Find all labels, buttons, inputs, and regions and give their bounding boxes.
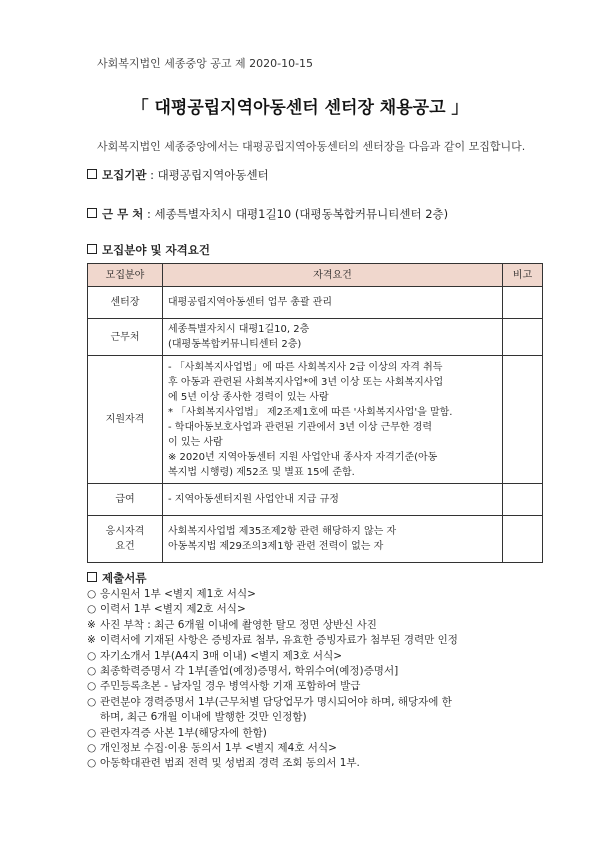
recruit-org-label: 모집기관 [102,168,147,182]
requirement-line: - 「사회복지사업법」에 따른 사회복지사 2급 이상의 자격 취득 [168,361,443,373]
requirement-line: 이 있는 사람 [168,436,223,448]
list-item [87,741,542,756]
document-line: 관련자격증 사본 1부(해당자에 한함) [100,726,267,739]
requirement-cell [163,319,503,356]
requirement-line: (대평동복합커뮤니티센터 2층) [168,339,302,350]
table-header-row [88,264,543,287]
document-line: 자기소개서 1부(A4지 3매 이내) <별지 제3호 서식> [100,649,343,662]
requirement-line: * 「사회복지사업법」 제2조제1호에 따른 '사회복지사업'을 말함. [168,406,453,418]
list-item [87,633,542,648]
list-item [87,618,542,633]
list-item [87,695,542,726]
document-line: 관련분야 경력증명서 1부(근무처별 담당업무가 명시되어야 하며, 해당자에 한 [100,695,452,708]
circle-bullet-icon: ○ [87,665,97,678]
requirement-cell [163,484,503,516]
requirement-line: 세종특별자치시 대평1길10, 2층 [168,324,310,335]
list-item [87,602,542,617]
note-mark-icon: ※ [87,634,96,647]
page-title: 「 대평공립지역아동센터 센터장 채용공고 」 [131,98,469,118]
document-text [100,664,542,679]
requirement-line: 대평공립지역아동센터 업무 총괄 관리 [168,297,333,308]
checkbox-square-icon [87,169,97,179]
requirement-line: 후 아동과 관련된 사회복지사업*에 3년 이상 또는 사회복지사업 [168,376,444,388]
list-item [87,649,542,664]
document-text [100,649,542,664]
document-text [100,633,542,648]
header-cell: 비고 [503,264,543,287]
requirement-line: - 학대아동보호사업과 관련된 기관에서 3년 이상 근무한 경력 [168,421,433,433]
document-line: 아동학대관련 범죄 전력 및 성범죄 경력 조회 동의서 1부. [100,757,360,770]
category-text: 응시자격 [105,526,145,537]
document-text [100,695,542,726]
requirement-line: 복지법 시행령) 제52조 및 별표 15에 준함. [168,466,355,478]
requirement-line: 사회복지사업법 제35조제2항 관련 해당하지 않는 자 [168,526,397,537]
requirements-heading: 모집분야 및 자격요건 [87,242,210,258]
circle-bullet-icon: ○ [87,742,97,755]
category-cell [88,287,163,319]
document-line: 응시원서 1부 <별지 제1호 서식> [100,588,256,600]
note-cell [503,319,543,356]
checkbox-square-icon [87,572,97,582]
circle-bullet-icon: ○ [87,726,97,739]
documents-list [87,587,542,772]
header-cell: 모집분야 [88,264,163,287]
checkbox-square-icon [87,244,97,254]
table-row [88,287,543,319]
document-text [100,587,542,602]
document-text [100,602,542,617]
document-line: 하며, 최근 6개월 이내에 발행한 것만 인정함) [100,711,307,724]
recruit-org-field [87,167,269,183]
document-text [100,618,542,633]
list-item [87,726,542,741]
document-line: 최종학력증명서 각 1부[졸업(예정)증명서, 학위수여(예정)증명서] [100,665,399,678]
requirement-line: - 지역아동센터지원 사업안내 지급 규정 [168,494,339,505]
requirement-cell [163,516,503,563]
requirement-line: 아동복지법 제29조의3제1항 관련 전력이 없는 자 [168,541,384,552]
list-item [87,756,542,771]
category-text: 요건 [115,541,135,552]
document-text [100,741,542,756]
note-cell [503,356,543,484]
workplace-field [87,206,448,222]
document-text [100,679,542,694]
requirement-line: 에 5년 이상 종사한 경력이 있는 사람 [168,391,329,403]
document-line: 주민등록초본 - 남자일 경우 병역사항 기재 포함하여 발급 [100,680,361,693]
requirement-cell [163,287,503,319]
circle-bullet-icon: ○ [87,695,97,708]
list-item [87,679,542,694]
note-cell [503,287,543,319]
circle-bullet-icon: ○ [87,649,97,662]
note-mark-icon: ※ [87,618,96,631]
list-item [87,587,542,602]
header-cell: 자격요건 [163,264,503,287]
table-row [88,319,543,356]
circle-bullet-icon: ○ [87,603,97,616]
note-cell [503,516,543,563]
document-line: 사진 부착 : 최근 6개월 이내에 촬영한 탈모 정면 상반신 사진 [100,618,377,631]
category-cell [88,356,163,484]
requirements-table [87,263,543,563]
circle-bullet-icon: ○ [87,588,97,600]
document-line: 이력서에 기재된 사항은 증빙자료 첨부, 유효한 증빙자료가 첨부된 경력만 인정 [100,634,458,647]
category-text: 급여 [115,494,135,505]
document-text [100,756,542,771]
document-text [100,726,542,741]
checkbox-square-icon [87,208,97,218]
documents-heading: 제출서류 [87,570,146,586]
table-row [88,356,543,484]
document-line: 이력서 1부 <별지 제2호 서식> [100,603,246,616]
category-cell [88,516,163,563]
table-row [88,516,543,563]
category-text: 지원자격 [105,414,145,425]
table-row [88,484,543,516]
circle-bullet-icon: ○ [87,757,97,770]
intro-text: 사회복지법인 세종중앙에서는 대평공립지역아동센터의 센터장을 다음과 같이 모집합니다. [97,140,526,153]
category-text: 근무처 [110,331,140,343]
requirement-line: ※ 2020년 지역아동센터 지원 사업안내 종사자 자격기준(아동 [168,451,438,463]
workplace-value: : 세종특별자치시 대평1길10 (대평동복합커뮤니티센터 2층) [147,207,449,221]
circle-bullet-icon: ○ [87,680,97,693]
notice-number: 사회복지법인 세종중앙 공고 제 2020-10-15 [97,57,314,70]
category-text: 센터장 [110,297,140,308]
document-line: 개인정보 수집·이용 동의서 1부 <별지 제4호 서식> [100,742,337,755]
requirement-cell [163,356,503,484]
note-cell [503,484,543,516]
category-cell [88,319,163,356]
workplace-label: 근 무 처 [102,207,144,221]
list-item [87,664,542,679]
category-cell [88,484,163,516]
recruit-org-value: : 대평공립지역아동센터 [150,168,269,182]
